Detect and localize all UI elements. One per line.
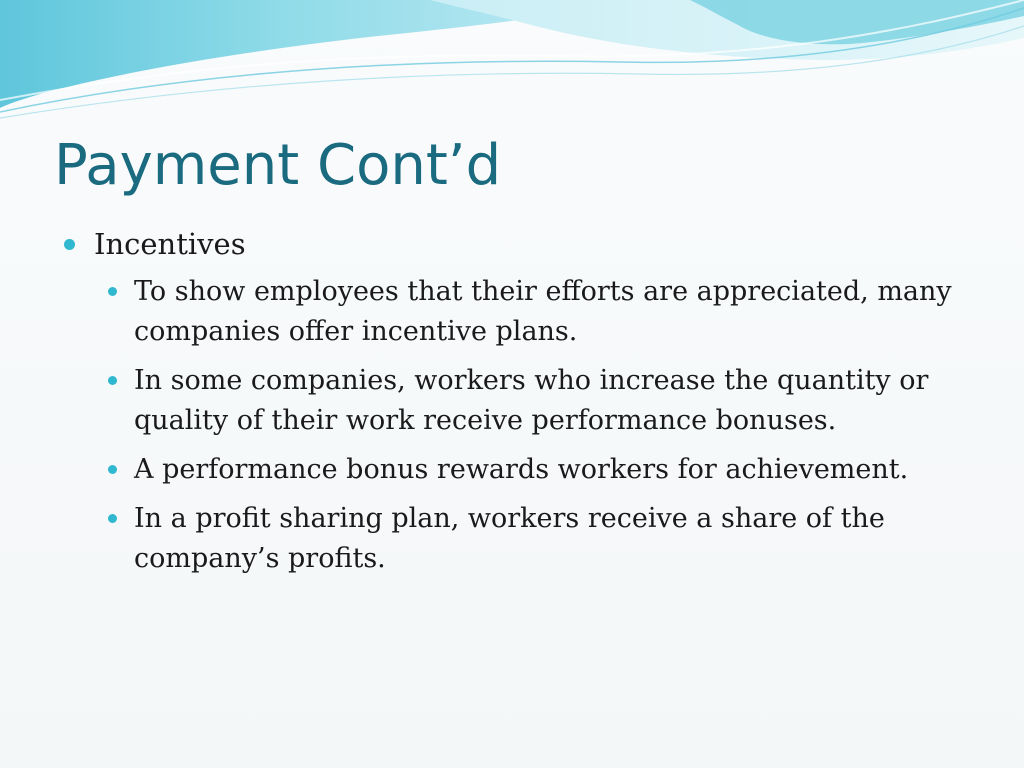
bullet-incentives (60, 222, 980, 266)
sub-bullet-item (134, 450, 980, 490)
bullet-dot-icon (64, 239, 75, 250)
slide-body (60, 222, 980, 588)
sub-bullet-item (134, 499, 980, 579)
sub-bullet-dot-icon (108, 465, 117, 474)
header-wave-decoration (0, 0, 1024, 130)
sub-bullet-list (60, 272, 980, 579)
sub-bullet-dot-icon (108, 514, 117, 523)
sub-bullet-text: A performance bonus rewards workers for achievement. (134, 454, 909, 485)
bullet-label: Incentives (94, 227, 246, 261)
slide-title: Payment Cont’d (54, 133, 502, 198)
sub-bullet-text: In some companies, workers who increase the quantity or quality of their work receive performance bonuses. (134, 365, 929, 436)
sub-bullet-text: In a profit sharing plan, workers receive a share of the company’s profits. (134, 503, 885, 574)
sub-bullet-item (134, 272, 980, 352)
sub-bullet-item (134, 361, 980, 441)
sub-bullet-dot-icon (108, 287, 117, 296)
sub-bullet-text: To show employees that their efforts are appreciated, many companies offer incentive plans. (134, 276, 952, 347)
sub-bullet-dot-icon (108, 376, 117, 385)
